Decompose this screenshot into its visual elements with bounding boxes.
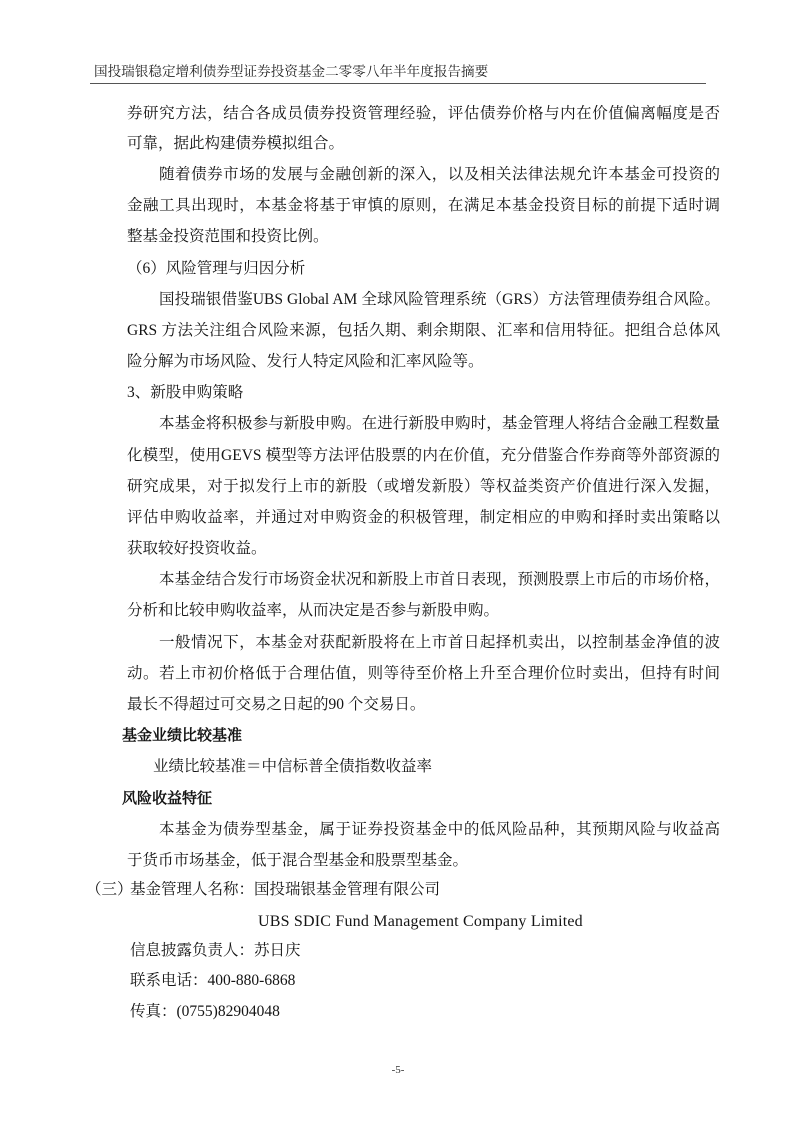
paragraph-line: 分析和比较申购收益率，从而决定是否参与新股申购。 — [127, 601, 500, 619]
paragraph-line: 本基金结合发行市场资金状况和新股上市首日表现，预测股票上市后的市场价格， — [159, 570, 720, 588]
paragraph-line: 评估申购收益率，并通过对申购资金的积极管理，制定相应的申购和择时卖出策略以 — [127, 508, 720, 526]
paragraph-line: 整基金投资范围和投资比例。 — [127, 227, 329, 245]
paragraph-line: 可靠，据此构建债券模拟组合。 — [127, 134, 345, 152]
paragraph-line: 化模型，使用GEVS 模型等方法评估股票的内在价值，充分借鉴合作券商等外部资源的 — [127, 446, 720, 464]
manager-name-english: UBS SDIC Fund Management Company Limited — [258, 912, 583, 930]
fax-label: 传真： — [130, 1002, 177, 1020]
subheading-risk-management: （6）风险管理与归因分析 — [127, 259, 306, 277]
page-number: -5- — [391, 1064, 405, 1076]
phone-number: 400-880-6868 — [207, 971, 296, 989]
paragraph-line: 研究成果，对于拟发行上市的新股（或增发新股）等权益类资产价值进行深入发掘， — [127, 477, 720, 495]
heading-benchmark: 基金业绩比较基准 — [122, 725, 243, 744]
paragraph-line: 随着债券市场的发展与金融创新的深入，以及相关法律法规允许本基金可投资的 — [159, 165, 720, 183]
manager-name-row — [130, 874, 440, 905]
fax-number: (0755)82904048 — [176, 1002, 280, 1020]
fax-row — [130, 996, 280, 1027]
manager-name-label: 基金管理人名称： — [130, 880, 255, 898]
paragraph-line: GRS 方法关注组合风险来源，包括久期、剩余期限、汇率和信用特征。把组合总体风 — [127, 321, 720, 339]
phone-row — [130, 965, 295, 996]
running-header: 国投瑞银稳定增利债券型证券投资基金二零零八年半年度报告摘要 — [94, 64, 489, 79]
disclosure-officer-row — [130, 935, 301, 966]
paragraph-line: 国投瑞银借鉴UBS Global AM 全球风险管理系统（GRS）方法管理债券组合风险。 — [159, 290, 720, 308]
subheading-ipo-strategy: 3、新股申购策略 — [127, 383, 244, 401]
paragraph-line: 获取较好投资收益。 — [127, 539, 267, 557]
header-rule — [90, 83, 706, 84]
disclosure-person: 苏日庆 — [254, 941, 301, 959]
paragraph-line: 本基金为债券型基金，属于证券投资基金中的低风险品种，其预期风险与收益高 — [159, 820, 720, 838]
benchmark-text: 业绩比较基准＝中信标普全债指数收益率 — [153, 757, 433, 775]
paragraph-line: 一般情况下，本基金对获配新股将在上市首日起择机卖出，以控制基金净值的波 — [159, 633, 720, 651]
heading-risk-return: 风险收益特征 — [122, 788, 213, 807]
disclosure-label: 信息披露负责人： — [130, 941, 255, 959]
paragraph-line: 动。若上市初价格低于合理估值，则等待至价格上升至合理价位时卖出，但持有时间 — [127, 664, 720, 682]
paragraph-line: 金融工具出现时，本基金将基于审慎的原则，在满足本基金投资目标的前提下适时调 — [127, 196, 720, 214]
phone-label: 联系电话： — [130, 971, 208, 989]
paragraph-line: 于货币市场基金，低于混合型基金和股票型基金。 — [127, 851, 469, 869]
section-number: （三） — [86, 880, 133, 898]
paragraph-line: 本基金将积极参与新股申购。在进行新股申购时，基金管理人将结合金融工程数量 — [159, 414, 720, 432]
paragraph-line: 最长不得超过可交易之日起的90 个交易日。 — [127, 695, 426, 713]
paragraph-line: 券研究方法，结合各成员债券投资管理经验，评估债券价格与内在价值偏离幅度是否 — [127, 104, 720, 122]
paragraph-line: 险分解为市场风险、发行人特定风险和汇率风险等。 — [127, 352, 484, 370]
manager-name: 国投瑞银基金管理有限公司 — [254, 880, 441, 898]
